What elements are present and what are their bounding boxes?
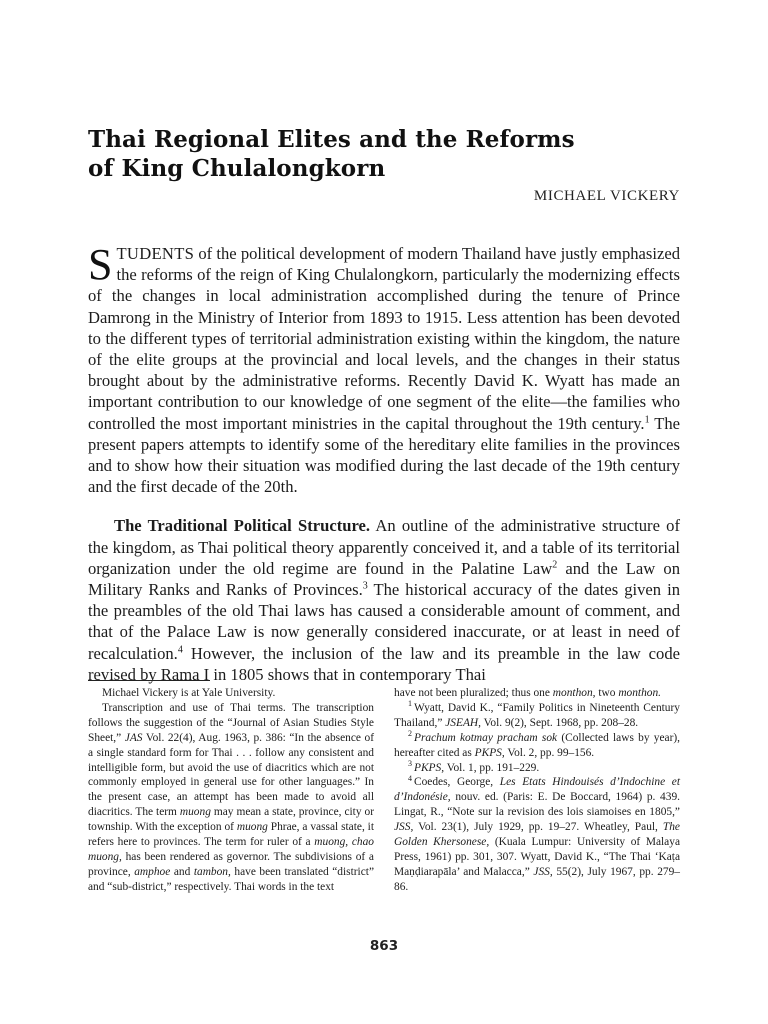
footnote-number: 2 — [408, 728, 412, 738]
footnotes — [88, 686, 680, 895]
footnote-divider — [88, 680, 210, 681]
article-body — [88, 240, 681, 685]
drop-cap: S — [88, 240, 113, 289]
note-text: Wyatt, David K., “Family Politics in Nineteenth Century Thailand,” — [394, 701, 680, 729]
note-text: Phrae, a vassal state, it refers here to provinces. The term for ruler of a — [88, 821, 375, 849]
footnote-ref-3[interactable]: 3 — [362, 580, 368, 592]
footnote-1 — [394, 701, 680, 731]
footnote-ref-4[interactable]: 4 — [177, 644, 183, 656]
footnote-3 — [394, 758, 680, 776]
footnote-ref-1[interactable]: 1 — [644, 414, 650, 426]
paragraph-text-d: However, the inclusion of the law and its preamble in the law code revised by Rama I in 1805 shows that in contemporary Thai — [88, 643, 680, 684]
paragraph-intro — [88, 240, 680, 497]
title-line-1: Thai Regional Elites and the Reforms — [88, 126, 575, 154]
page-number: 863 — [369, 938, 399, 954]
paragraph-traditional-structure — [88, 515, 680, 685]
author-affiliation-note: Michael Vickery is at Yale University. — [102, 687, 276, 699]
footnotes-right-column — [394, 686, 680, 895]
journal-abbr: JSEAH, — [445, 716, 481, 729]
note-text: Vol. 23(1), July 1929, pp. 19–27. Wheatley, Paul, — [413, 821, 663, 834]
note-text: have been translated “district” and “sub-district,” respectively. Thai words in the text — [88, 865, 375, 893]
transcription-note-cont — [394, 686, 680, 701]
note-text: (Collected laws by year), hereafter cited as — [394, 731, 681, 759]
work-abbr: PKPS, — [414, 761, 445, 774]
journal-abbr: JSS, — [394, 821, 414, 834]
footnote-ref-2[interactable]: 2 — [552, 559, 558, 571]
note-text: and — [170, 865, 194, 878]
lead-word: TUDENTS — [116, 244, 195, 263]
journal-abbr: JAS — [124, 731, 143, 744]
note-text: (Kuala Lumpur: University of Malaya Press, 1961) pp. 301, 307. Wyatt, David K., “The Thai ‘Kaṭa Maṇḍiarapāla’ and Malacca,” — [394, 836, 680, 878]
work-title: Prachum kotmay pracham sok — [414, 731, 558, 744]
note-text: Vol. 2, pp. 99–156. — [504, 746, 595, 759]
footnotes-left-column — [88, 686, 374, 895]
thai-term: muong, chao muong, — [88, 836, 374, 863]
note-text: two — [595, 687, 619, 699]
footnote-number: 4 — [408, 773, 412, 783]
article-title — [88, 125, 680, 183]
footnote-number: 3 — [408, 758, 412, 768]
footnote-number: 1 — [408, 699, 412, 709]
note-text: 55(2), July 1967, pp. 279–86. — [394, 865, 680, 893]
note-text: Vol. 1, pp. 191–229. — [444, 761, 540, 774]
work-title: Les Etats Hindouisés d’Indochine et d’Indonésie, — [394, 776, 680, 804]
author-name: MICHAEL VICKERY — [533, 188, 680, 204]
note-text: has been rendered as governor. The subdivisions of a province, — [88, 850, 374, 878]
paragraph-text-c: The historical accuracy of the dates given in the preambles of the old Thai laws has caused a considerable amount of comment, and that of the Palace Law is now generally considered inaccurate, or at least in need of recalculation. — [88, 580, 681, 663]
note-text: Transcription and use of Thai terms. The transcription follows the suggestion of the “Journal of Asian Studies Style Sheet,” — [88, 701, 374, 744]
note-text: Coedes, George, — [414, 776, 500, 789]
thai-term: tambon, — [193, 865, 231, 878]
thai-term: monthon. — [618, 687, 662, 699]
paragraph-text-a: An outline of the administrative structure of the kingdom, as Thai political theory apparently conceived it, and a table of its territorial organization under the old regime are found in the Palatine Law — [88, 516, 680, 578]
thai-term: muong — [179, 806, 211, 819]
paragraph-text: of the political development of modern Thailand have justly emphasized the reforms of the reign of King Chulalongkorn, particularly the modernizing effects of the changes in local administration accomplished during the tenure of Prince Damrong in the Ministry of Interior from 1893 to 1915. Less attention has been devoted to the different types of territorial administration existing within the kingdom, the nature of the elite groups at the provincial and local levels, and the changes in their status brought about by the administrative reforms. Recently David K. Wyatt has made an important contribution to our knowledge of one segment of the elite—the families who controlled the most important ministries in the capital throughout the 19th century. — [88, 244, 680, 433]
note-text: have not been pluralized; thus one — [394, 687, 553, 699]
thai-term: monthon, — [552, 687, 596, 699]
journal-abbr: JSS, — [533, 865, 553, 878]
paragraph-text-b: and the Law on Military Ranks and Ranks of Provinces. — [88, 558, 680, 600]
work-abbr: PKPS, — [474, 746, 505, 759]
note-text: Vol. 22(4), Aug. 1963, p. 386: “In the absence of a single standard form for Thai . . . follow any consistent and intelligible form, but avoid the use of diacritics which are not commonly employed in general use for other languages.” In the present case, an attempt has been made to avoid all diacritics. The term — [88, 731, 374, 819]
thai-term: amphoe — [134, 865, 171, 878]
paragraph-text-cont: The present papers attempts to identify some of the hereditary elite families in the provinces and to show how their situation was modified during the last decade of the 19th century and the first decade of the 20th. — [88, 413, 680, 497]
title-line-2: of King Chulalongkorn — [88, 155, 386, 183]
work-title: The Golden Khersonese, — [394, 821, 680, 849]
section-run-in-heading: The Traditional Political Structure. — [114, 516, 371, 536]
footnote-4 — [394, 775, 680, 894]
footnote-2 — [394, 728, 681, 761]
note-text: nouv. ed. (Paris: E. De Boccard, 1964) p. 439. Lingat, R., “Note sur la revision des lois siamoises en 1805,” — [394, 791, 680, 819]
thai-term: muong — [236, 821, 268, 834]
note-text: Vol. 9(2), Sept. 1968, pp. 208–28. — [481, 716, 639, 729]
note-text: may mean a state, province, city or township. With the exception of — [88, 806, 375, 834]
transcription-note — [88, 701, 374, 895]
